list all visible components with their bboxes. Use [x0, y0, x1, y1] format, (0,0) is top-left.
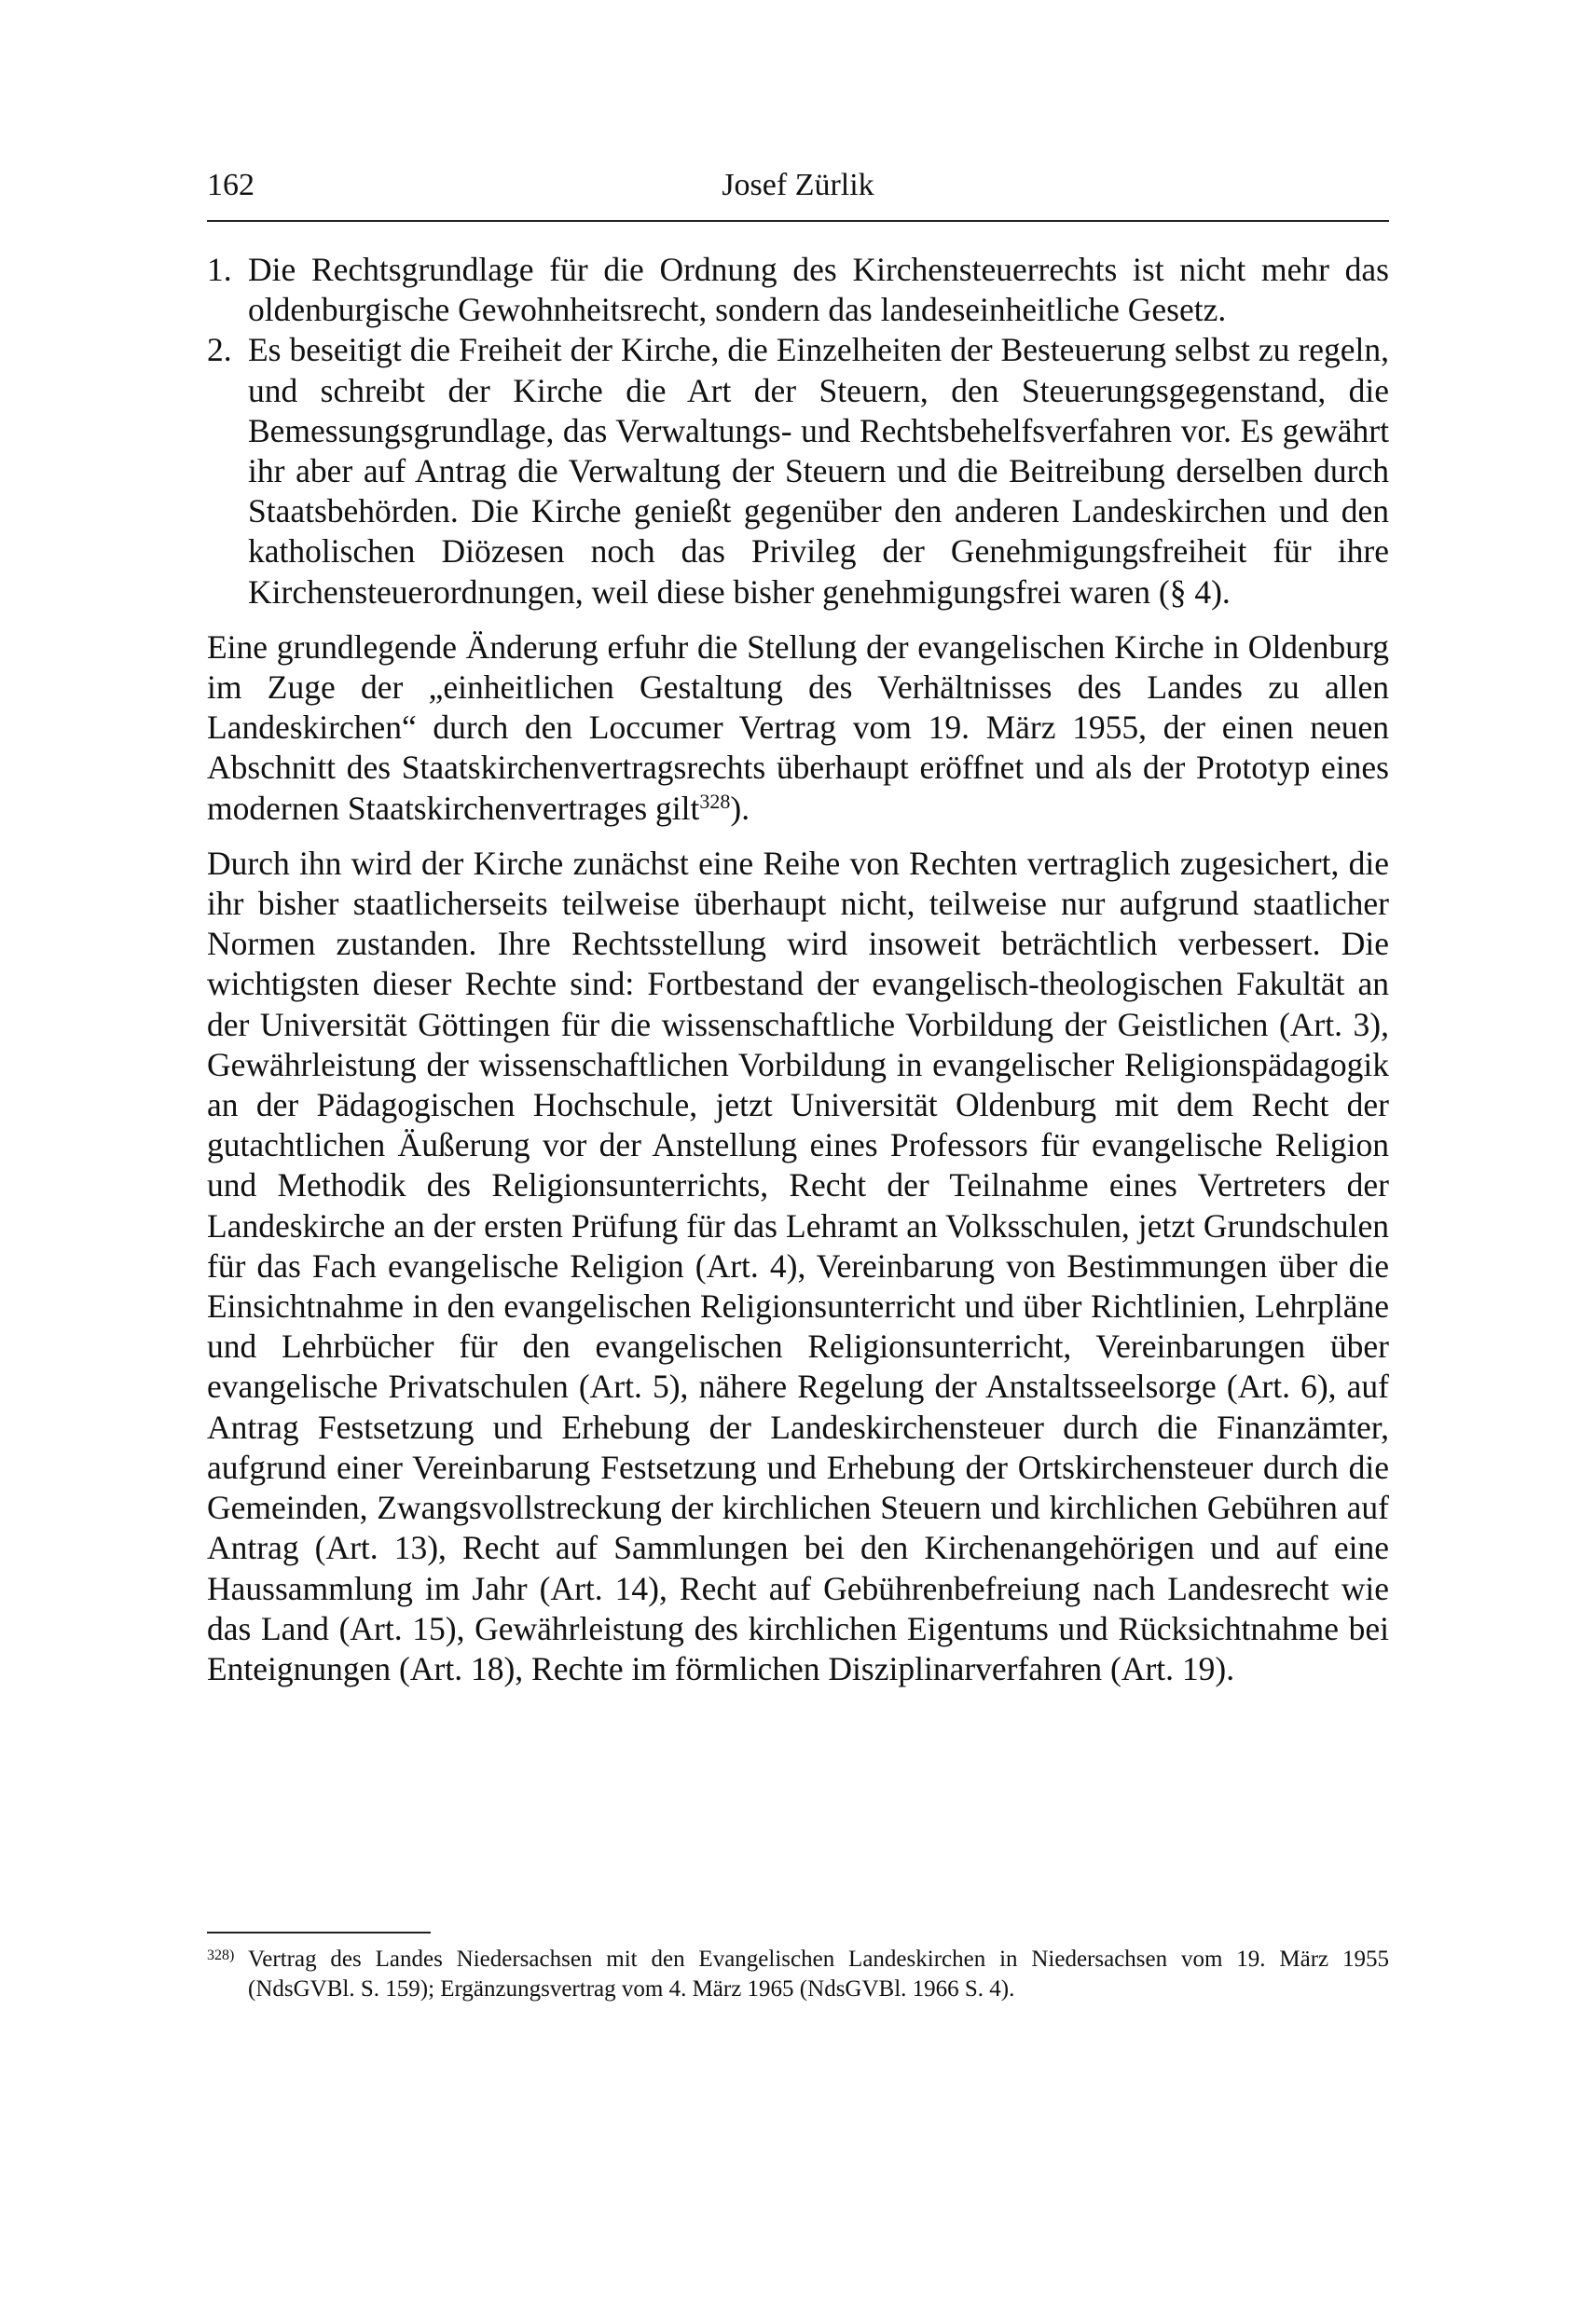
list-item — [207, 330, 1389, 612]
list-item — [207, 250, 1389, 330]
paragraph-loccumer-vertrag — [207, 627, 1389, 829]
list-marker: 1. — [207, 251, 232, 288]
footnote-rule — [207, 1932, 431, 1934]
running-title: Josef Zürlik — [722, 168, 874, 202]
header-rule — [207, 220, 1389, 222]
footnote-reference[interactable]: 328 — [699, 789, 731, 813]
running-head — [207, 168, 1389, 214]
footnote — [207, 1945, 1389, 2004]
paragraph-text: Eine grundlegende Änderung erfuhr die Stellung der evangelischen Kirche in Oldenburg im Zuge der „einheitlichen Gestaltung des Verhältnisses des Landes zu allen Landeskirchen“ durch den Loccumer Vertrag vom 19. März 1955, der einen neuen Abschnitt des Staatskirchenvertragsrechts überhaupt eröffnet und als der Prototyp eines modernen Staatskirchenvertrages gilt — [207, 627, 1389, 827]
list-item-text: Es beseitigt die Freiheit der Kirche, die Einzelheiten der Besteuerung selbst zu regeln, und schreibt der Kirche die Art der Steuern, den Steuerungsgegenstand, die Bemessungsgrundlage, das Verwaltungs- und Rechtsbehelfsverfahren vor. Es gewährt ihr aber auf Antrag die Verwaltung der Steuern und die Beitreibung derselben durch Staatsbehörden. Die Kirche genießt gegenüber den anderen Landeskirchen und den katholischen Diözesen noch das Privileg der Genehmigungsfreiheit für ihre Kirchensteuerordnungen, weil diese bisher genehmigungsfrei waren (§ 4). — [248, 331, 1389, 611]
list-marker: 2. — [207, 331, 232, 369]
paragraph-tail: ). — [730, 789, 750, 827]
paragraph-text: Durch ihn wird der Kirche zunächst eine Reihe von Rechten vertraglich zugesichert, die ihr bisher staatlicherseits teilweise überhaupt nicht, teilweise nur aufgrund staatlicher Normen zustanden. Ihre Rechtsstellung wird insoweit beträchtlich verbessert. Die wichtigsten dieser Rechte sind: Fortbestand der evangelisch-theologischen Fakultät an der Universität Göttingen für die wissenschaftliche Vorbildung der Geistlichen (Art. 3), Gewährleistung der wissenschaftlichen Vorbildung in evangelischer Religionspädagogik an der Pädagogischen Hochschule, jetzt Universität Oldenburg mit dem Recht der gutachtlichen Äußerung vor der Anstellung eines Professors für evangelische Religion und Methodik des Religionsunterrichts, Recht der Teilnahme eines Vertreters der Landeskirche an der ersten Prüfung für das Lehramt an Volksschulen, jetzt Grundschulen für das Fach evangelische Religion (Art. 4), Vereinbarung von Bestimmungen über die Einsichtnahme in den evangelischen Religionsunterricht und über Richtlinien, Lehrpläne und Lehrbücher für den evangelischen Religionsunterricht, Vereinbarungen über evangelische Privatschulen (Art. 5), nähere Regelung der Anstaltsseelsorge (Art. 6), auf Antrag Festsetzung und Erhebung der Landeskirchensteuer durch die Finanzämter, aufgrund einer Vereinbarung Festsetzung und Erhebung der Ortskirchensteuer durch die Gemeinden, Zwangsvollstreckung der kirchlichen Steuern und kirchlichen Gebühren auf Antrag (Art. 13), Recht auf Sammlungen bei den Kirchenangehörigen und auf eine Haussammlung im Jahr (Art. 14), Recht auf Gebührenbefreiung nach Landesrecht wie das Land (Art. 15), Gewährleistung des kirchlichen Eigentums und Rücksichtnahme bei Enteignungen (Art. 18), Rechte im förmlichen Disziplinarverfahren (Art. 19). — [207, 844, 1389, 1687]
list-item-text: Die Rechtsgrundlage für die Ordnung des Kirchensteuerrechts ist nicht mehr das oldenburgische Gewohnheitsrecht, sondern das landeseinheitliche Gesetz. — [248, 251, 1389, 329]
numbered-list — [207, 250, 1389, 612]
footnote-text: Vertrag des Landes Niedersachsen mit den Evangelischen Landeskirchen in Niedersachsen vom 19. März 1955 (NdsGVBl. S. 159); Ergänzungsvertrag vom 4. März 1965 (NdsGVBl. 1966 S. 4). — [248, 1947, 1389, 2002]
footnote-mark: 328) — [207, 1947, 235, 1963]
page-number: 162 — [207, 168, 255, 202]
paragraph-rechte — [207, 844, 1389, 1689]
body-text — [207, 250, 1389, 1689]
